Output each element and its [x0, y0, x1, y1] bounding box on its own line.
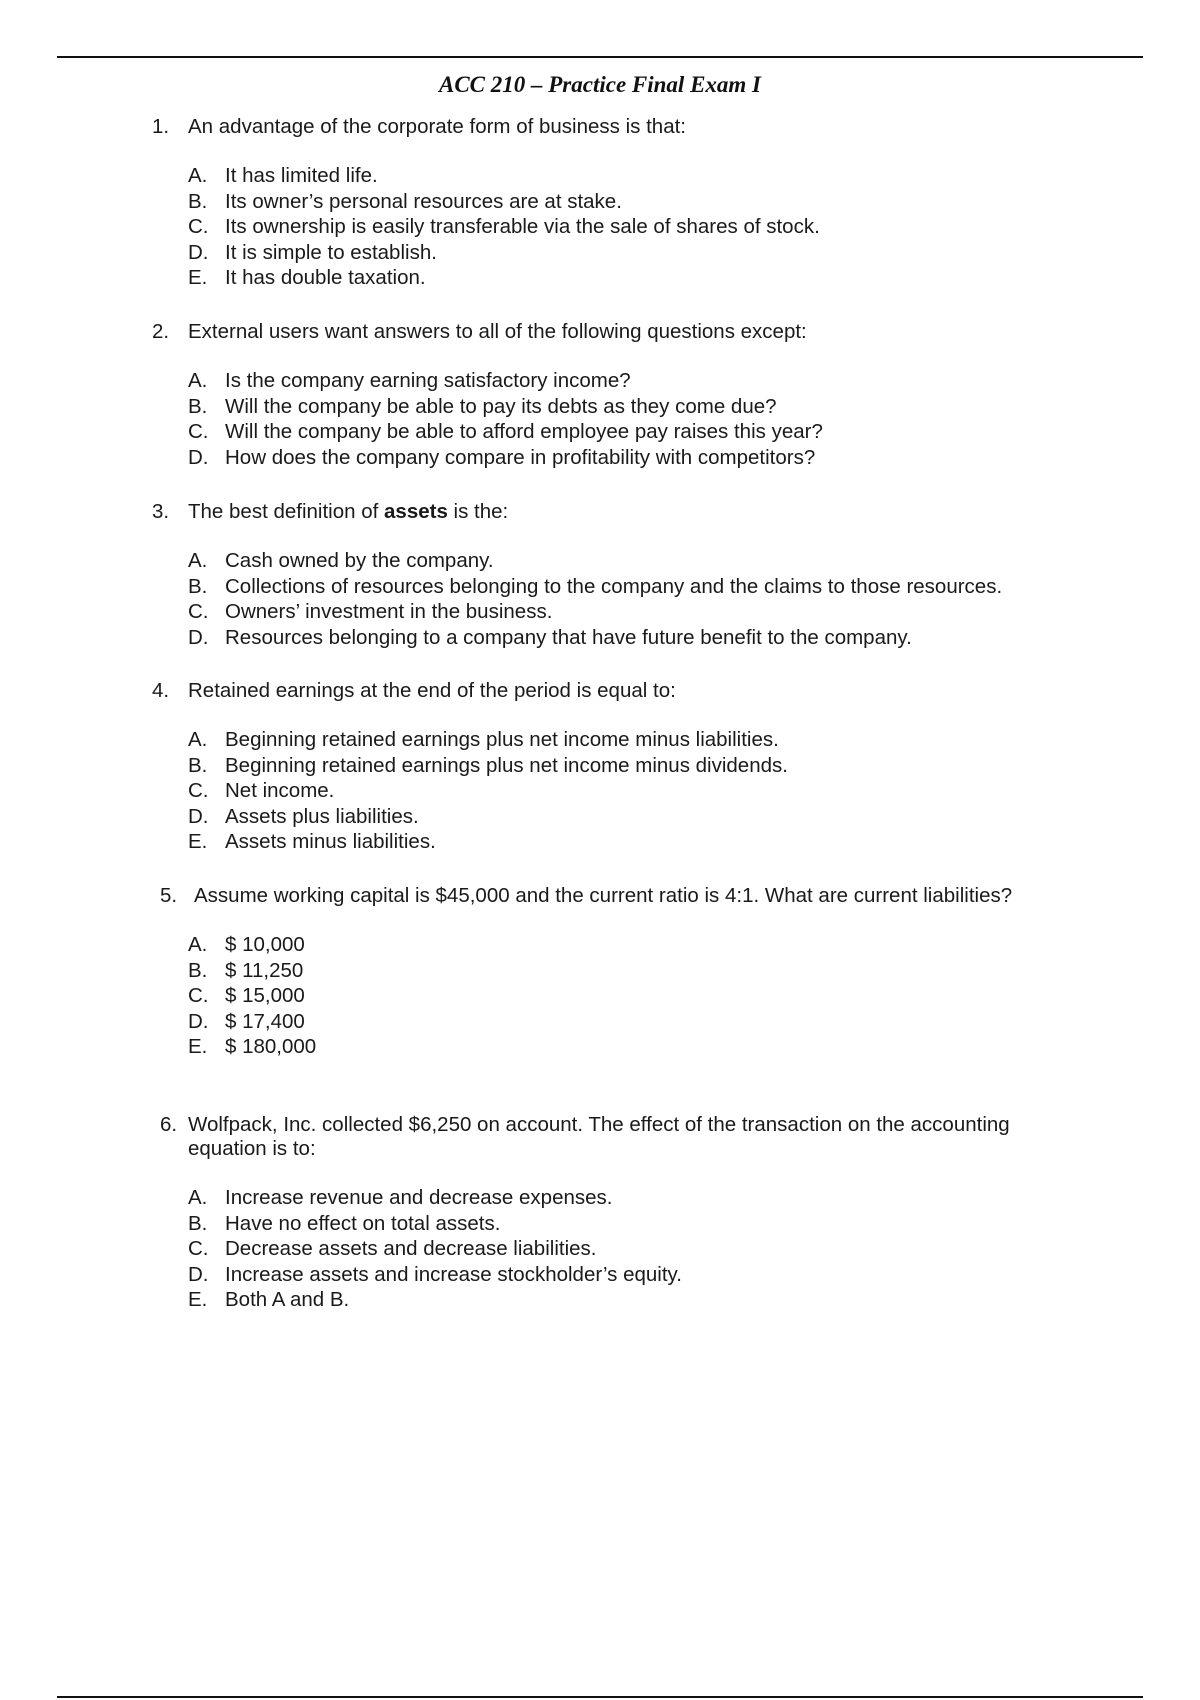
- answer-option-d: [188, 625, 1112, 651]
- answer-option-d: [188, 240, 1112, 266]
- option-letter: C.: [188, 779, 209, 802]
- answer-option-b: [188, 394, 1112, 420]
- option-letter: A.: [188, 369, 208, 392]
- option-letter: B.: [188, 1211, 208, 1235]
- option-text: $ 17,400: [225, 1009, 305, 1033]
- question-1: [152, 115, 1112, 291]
- option-letter: D.: [188, 445, 209, 469]
- option-text: Net income.: [225, 779, 335, 802]
- answer-option-a: [188, 932, 1112, 958]
- answer-option-c: [188, 419, 1112, 445]
- option-text: Assets plus liabilities.: [225, 804, 419, 828]
- option-text: $ 180,000: [225, 1035, 317, 1058]
- option-text: Beginning retained earnings plus net income minus dividends.: [225, 753, 788, 777]
- option-text: Cash owned by the company.: [225, 549, 494, 572]
- option-text: Decrease assets and decrease liabilities.: [225, 1237, 597, 1260]
- answer-option-d: [188, 804, 1112, 830]
- answer-option-d: [188, 1262, 1092, 1288]
- option-letter: B.: [188, 189, 208, 213]
- option-text: Resources belonging to a company that have future benefit to the company.: [225, 625, 912, 649]
- answer-option-e: [188, 829, 1112, 855]
- option-text: $ 11,250: [225, 958, 304, 982]
- answer-option-e: [188, 1034, 1112, 1060]
- option-letter: D.: [188, 625, 209, 649]
- option-text: Is the company earning satisfactory income?: [225, 369, 631, 392]
- question-keyword: assets: [384, 500, 448, 523]
- option-text: Assets minus liabilities.: [225, 830, 436, 853]
- option-letter: E.: [188, 266, 208, 289]
- answer-options: [188, 932, 1112, 1060]
- option-letter: A.: [188, 1186, 208, 1209]
- option-text: It has double taxation.: [225, 266, 426, 289]
- answer-options: [188, 727, 1112, 855]
- answer-option-c: [188, 599, 1112, 625]
- option-letter: C.: [188, 600, 209, 623]
- option-text: Owners’ investment in the business.: [225, 600, 553, 623]
- question-text: An advantage of the corporate form of business is that:: [188, 115, 686, 138]
- option-letter: C.: [188, 1237, 209, 1260]
- option-letter: D.: [188, 804, 209, 828]
- option-text: It is simple to establish.: [225, 240, 437, 264]
- answer-options: [188, 1185, 1092, 1313]
- question-number: 2.: [152, 320, 170, 343]
- top-divider: [57, 56, 1143, 58]
- question-5: [152, 884, 1112, 1060]
- question-stem: [152, 1113, 1092, 1161]
- question-text: Retained earnings at the end of the period is equal to:: [188, 679, 676, 702]
- question-text: External users want answers to all of the following questions except:: [188, 320, 807, 343]
- option-letter: B.: [188, 958, 208, 982]
- question-stem: [152, 679, 1112, 703]
- answer-options: [188, 368, 1112, 470]
- answer-option-c: [188, 983, 1112, 1009]
- question-3: [152, 500, 1112, 650]
- answer-option-c: [188, 1236, 1092, 1262]
- option-letter: D.: [188, 1009, 209, 1033]
- option-letter: E.: [188, 1035, 208, 1058]
- answer-option-d: [188, 445, 1112, 471]
- option-letter: E.: [188, 1288, 208, 1311]
- question-stem: [152, 500, 1112, 524]
- option-text: $ 15,000: [225, 984, 305, 1007]
- answer-option-e: [188, 1287, 1092, 1313]
- bottom-divider: [57, 1696, 1143, 1698]
- option-text: $ 10,000: [225, 933, 305, 956]
- option-text: Beginning retained earnings plus net income minus liabilities.: [225, 728, 779, 751]
- question-text: Assume working capital is $45,000 and the current ratio is 4:1. What are current liabilities?: [194, 884, 1013, 907]
- question-number: 6.: [160, 1113, 178, 1136]
- option-letter: D.: [188, 1262, 209, 1286]
- answer-option-b: [188, 1211, 1092, 1237]
- question-text: Wolfpack, Inc. collected $6,250 on account. The effect of the transaction on the accounting equation is to:: [188, 1113, 1010, 1160]
- option-letter: B.: [188, 753, 208, 777]
- answer-option-b: [188, 189, 1112, 215]
- answer-option-a: [188, 1185, 1092, 1211]
- answer-option-b: [188, 753, 1112, 779]
- answer-option-a: [188, 548, 1112, 574]
- option-letter: B.: [188, 394, 208, 418]
- option-text: Its ownership is easily transferable via the sale of shares of stock.: [225, 215, 820, 238]
- option-letter: A.: [188, 164, 208, 187]
- question-stem: [152, 884, 1112, 908]
- option-text: Will the company be able to pay its debts as they come due?: [225, 394, 777, 418]
- option-text: Both A and B.: [225, 1288, 350, 1311]
- option-letter: C.: [188, 215, 209, 238]
- question-2: [152, 320, 1112, 470]
- option-text: It has limited life.: [225, 164, 378, 187]
- answer-options: [188, 548, 1112, 650]
- option-letter: A.: [188, 728, 208, 751]
- answer-option-c: [188, 214, 1112, 240]
- answer-option-a: [188, 368, 1112, 394]
- question-text-after: is the:: [447, 500, 509, 523]
- option-letter: E.: [188, 830, 208, 853]
- answer-option-a: [188, 163, 1112, 189]
- option-text: Have no effect on total assets.: [225, 1211, 501, 1235]
- option-letter: A.: [188, 549, 208, 572]
- option-letter: D.: [188, 240, 209, 264]
- answer-option-c: [188, 778, 1112, 804]
- answer-option-b: [188, 958, 1112, 984]
- answer-options: [188, 163, 1112, 291]
- question-6: [152, 1113, 1092, 1313]
- option-text: Will the company be able to afford employee pay raises this year?: [225, 420, 823, 443]
- question-number: 4.: [152, 679, 170, 702]
- option-text: Increase assets and increase stockholder’s equity.: [225, 1262, 682, 1286]
- question-number: 1.: [152, 115, 170, 138]
- answer-option-d: [188, 1009, 1112, 1035]
- option-letter: B.: [188, 574, 208, 598]
- question-stem: [152, 320, 1112, 344]
- question-stem: [152, 115, 1112, 139]
- question-number: 5.: [160, 884, 178, 907]
- question-number: 3.: [152, 500, 170, 523]
- option-text: Collections of resources belonging to the company and the claims to those resources.: [225, 574, 1003, 598]
- option-letter: C.: [188, 984, 209, 1007]
- page-title: ACC 210 – Practice Final Exam I: [438, 72, 762, 97]
- option-letter: C.: [188, 420, 209, 443]
- answer-option-b: [188, 574, 1112, 600]
- option-text: Its owner’s personal resources are at stake.: [225, 189, 622, 213]
- option-text: How does the company compare in profitability with competitors?: [225, 445, 816, 469]
- question-text-before: The best definition of: [188, 500, 385, 523]
- answer-option-e: [188, 265, 1112, 291]
- answer-option-a: [188, 727, 1112, 753]
- option-letter: A.: [188, 933, 208, 956]
- option-text: Increase revenue and decrease expenses.: [225, 1186, 613, 1209]
- question-4: [152, 679, 1112, 855]
